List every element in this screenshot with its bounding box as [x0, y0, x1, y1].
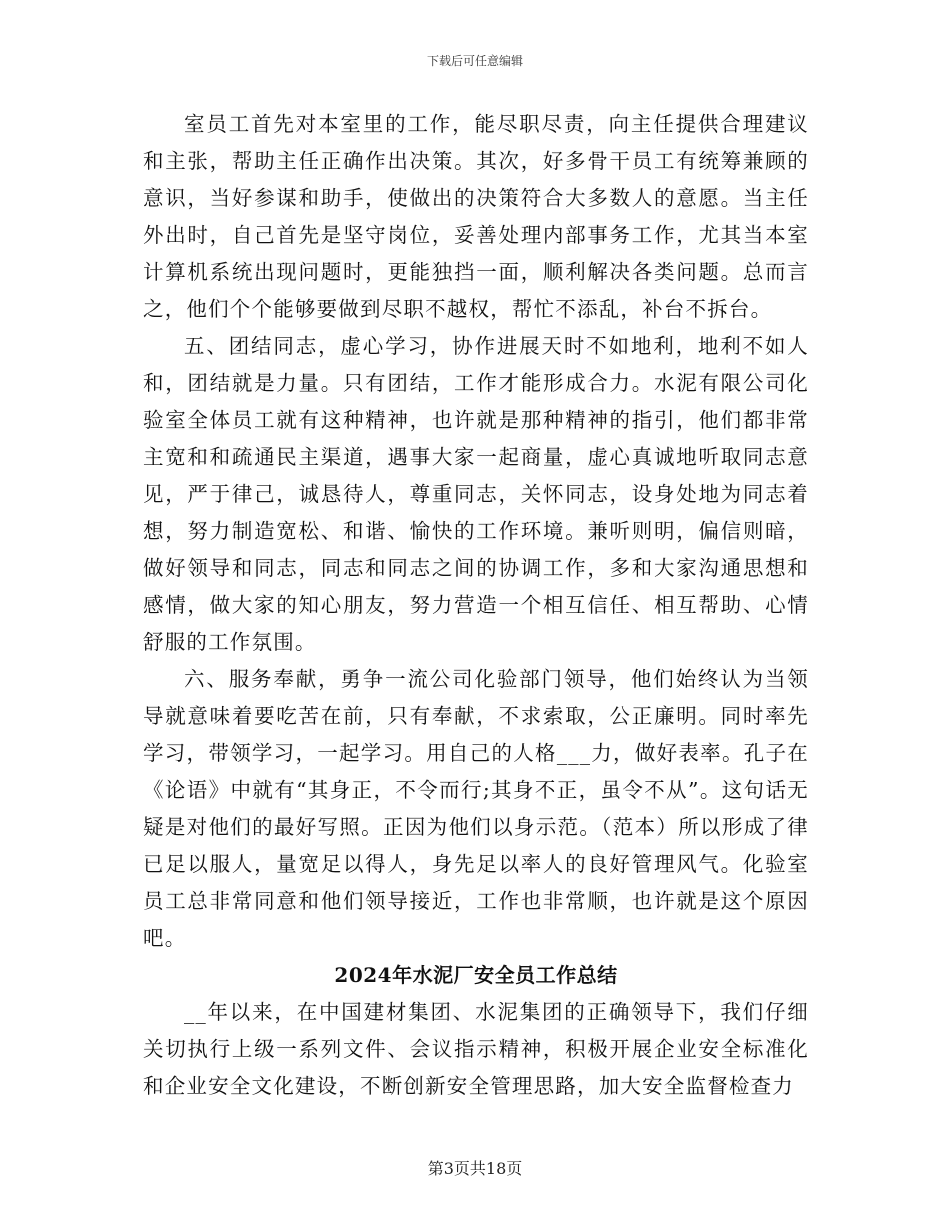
page-number: 第3页共18页 — [427, 1159, 523, 1178]
section-title: 2024年水泥厂安全员工作总结 — [334, 963, 618, 987]
document-body — [143, 106, 809, 1105]
paragraph-safety-intro: __年以来，在中国建材集团、水泥集团的正确领导下，我们仔细关切执行上级一系列文件、会议指示精神，积极开展企业安全标准化和企业安全文化建设，不断创新安全管理思路，加大安全监督检查力 — [143, 1000, 809, 1098]
paragraph-service: 六、服务奉献，勇争一流公司化验部门领导，他们始终认为当领导就意味着要吃苦在前，只有奉献，不求索取，公正廉明。同时率先学习，带领学习，一起学习。用自己的人格___力，做好表率。孔子在《论语》中就有“其身正，不令而行;其身不正，虽令不从”。这句话无疑是对他们的最好写照。正因为他们以身示范。（范本）所以形成了律已足以服人，量宽足以得人，身先足以率人的良好管理风气。化验室员工总非常同意和他们领导接近，工作也非常顺，也许就是这个原因吧。 — [143, 667, 809, 950]
paragraph-duties: 室员工首先对本室里的工作，能尽职尽责，向主任提供合理建议和主张，帮助主任正确作出决策。其次，好多骨干员工有统筹兼顾的意识，当好参谋和助手，使做出的决策符合大多数人的意愿。当主任外出时，自己首先是坚守岗位，妥善处理内部事务工作，尤其当本室计算机系统出现问题时，更能独挡一面，顺利解决各类问题。总而言之，他们个个能够要做到尽职不越权，帮忙不添乱，补台不拆台。 — [143, 112, 809, 321]
paragraph-unity: 五、团结同志，虚心学习，协作进展天时不如地利，地利不如人和，团结就是力量。只有团结，工作才能形成合力。水泥有限公司化验室全体员工就有这种精神，也许就是那种精神的指引，他们都非常主宽和和疏通民主渠道，遇事大家一起商量，虚心真诚地听取同志意见，严于律己，诚恳待人，尊重同志，关怀同志，设身处地为同志着想，努力制造宽松、和谐、愉快的工作环境。兼听则明，偏信则暗，做好领导和同志，同志和同志之间的协调工作，多和大家沟通思想和感情，做大家的知心朋友，努力营造一个相互信任、相互帮助、心情舒服的工作氛围。 — [143, 334, 809, 654]
page-header: 下载后可任意编辑 — [426, 54, 523, 68]
